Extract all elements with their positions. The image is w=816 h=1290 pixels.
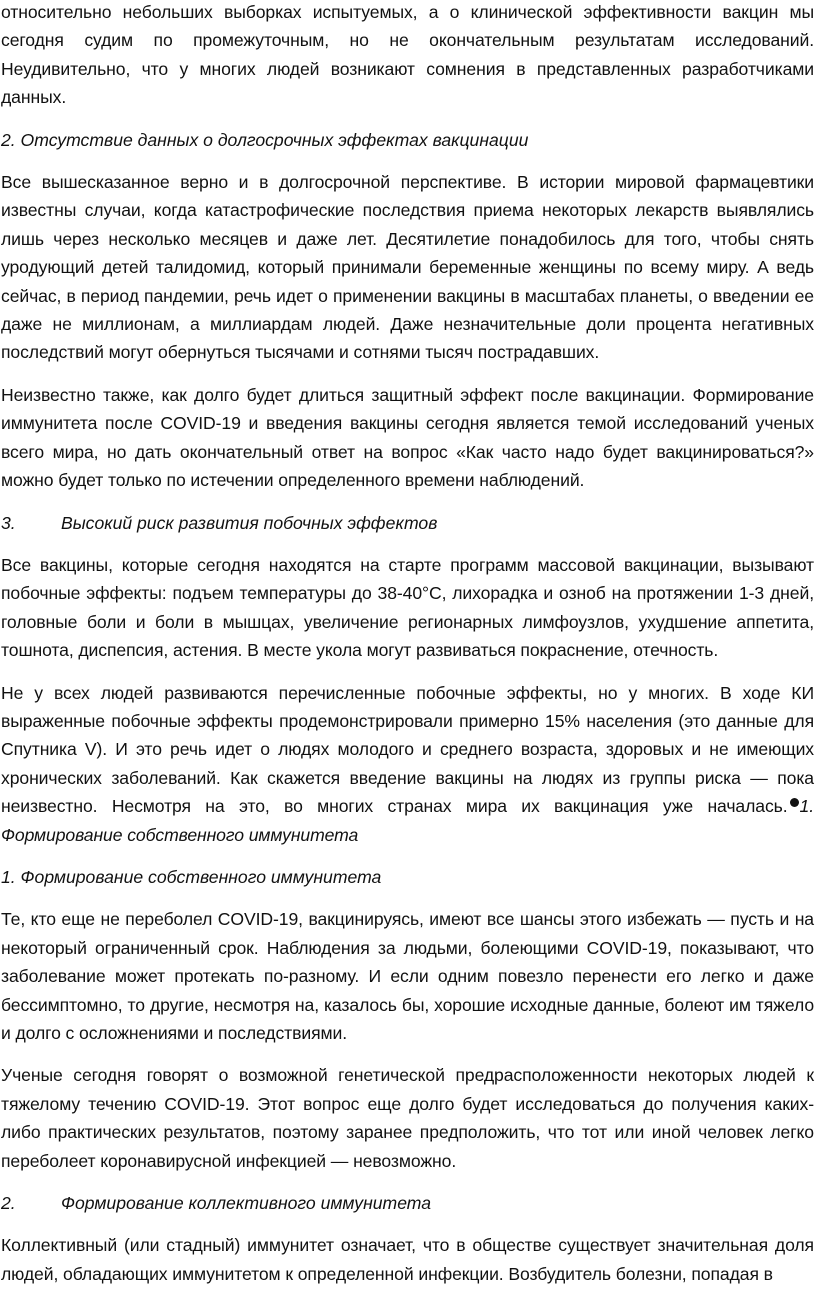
- bullet-icon: [790, 798, 799, 807]
- paragraph-collective-immunity: Коллективный (или стадный) иммунитет означает, что в обществе существует значительная доля людей, обладающих иммунитетом к определенной инфекции. Возбудитель болезни, попадая в: [1, 1235, 814, 1284]
- heading-side-effects-text: Высокий риск развития побочных эффектов: [61, 512, 438, 533]
- heading-long-term-effects: 2. Отсутствие данных о долгосрочных эффектах вакцинации: [1, 129, 529, 150]
- paragraph-side-effects-1: Все вакцины, которые сегодня находятся на старте программ массовой вакцинации, вызывают побочные эффекты: подъем температуры до 38-40°С, лихорадка и озноб на протяжении 1-3 дней, головные боли и боли в мышцах, увеличение регионарных лимфоузлов, ухудшение аппетита, тошнота, диспепсия, астения. В месте укола могут развиваться покраснение, отечность.: [1, 554, 814, 661]
- paragraph-intro: относительно небольших выборках испытуемых, а о клинической эффективности вакцин мы сегодня судим по промежуточным, но не окончательным результатам исследований. Неудивительно, что у многих людей возникают сомнения в представленных разработчиками данных.: [1, 2, 814, 108]
- heading-side-effects-number: 3.: [1, 512, 16, 533]
- paragraph-side-effects-2: [1, 679, 814, 849]
- heading-collective-immunity-text: Формирование коллективного иммунитета: [61, 1193, 432, 1214]
- heading-side-effects: [1, 509, 814, 537]
- paragraph-side-effects-2-tail: 1. Формирование собственного иммунитета: [1, 796, 814, 845]
- paragraph-long-term-2: Неизвестно также, как долго будет длиться защитный эффект после вакцинации. Формирование иммунитета после COVID-19 и введения вакцины сегодня является темой исследований ученых всего мира, но дать окончательный ответ на вопрос «Как часто надо будет вакцинироваться?» можно будет только по истечении определенного времени наблюдений.: [1, 384, 814, 491]
- paragraph-own-immunity-2: Ученые сегодня говорят о возможной генетической предрасположенности некоторых людей к тяжелому течению COVID-19. Этот вопрос еще долго будет исследоваться до получения каких-либо практических результатов, поэтому заранее предположить, что тот или иной человек легко переболеет коронавирусной инфекцией — невозможно.: [1, 1065, 814, 1171]
- paragraph-own-immunity-1: Те, кто еще не переболел COVID-19, вакцинируясь, имеют все шансы этого избежать — пусть и на некоторый ограниченный срок. Наблюдения за людьми, болеющими COVID-19, показывают, что заболевание может протекать по-разному. И если одним повезло перенести его легко и даже бессимптомно, то другие, несмотря на, казалось бы, хорошие исходные данные, болеют им тяжело и долго с осложнениями и последствиями.: [1, 909, 814, 1043]
- heading-collective-immunity-number: 2.: [1, 1193, 16, 1214]
- heading-own-immunity: 1. Формирование собственного иммунитета: [1, 866, 382, 887]
- paragraph-long-term-1: Все вышесказанное верно и в долгосрочной перспективе. В истории мировой фармацевтики известны случаи, когда катастрофические последствия приема некоторых лекарств выявлялись лишь через несколько месяцев и даже лет. Десятилетие понадобилось для того, чтобы снять уродующий детей талидомид, который принимали беременные женщины по всему миру. А ведь сейчас, в период пандемии, речь идет о применении вакцины в масштабах планеты, о введении ее даже не миллионам, а миллиардам людей. Даже незначительные доли процента негативных последствий могут обернуться тысячами и сотнями тысяч пострадавших.: [1, 172, 814, 363]
- heading-collective-immunity: [1, 1189, 814, 1217]
- paragraph-side-effects-2-text: Не у всех людей развиваются перечисленные побочные эффекты, но у многих. В ходе КИ выраженные побочные эффекты продемонстрировали примерно 15% населения (это данные для Спутника V). И это речь идет о людях молодого и среднего возраста, здоровых и не имеющих хронических заболеваний. Как скажется введение вакцины на людях из группы риска — пока неизвестно. Несмотря на это, во многих странах мира их вакцинация уже началась.: [1, 682, 814, 817]
